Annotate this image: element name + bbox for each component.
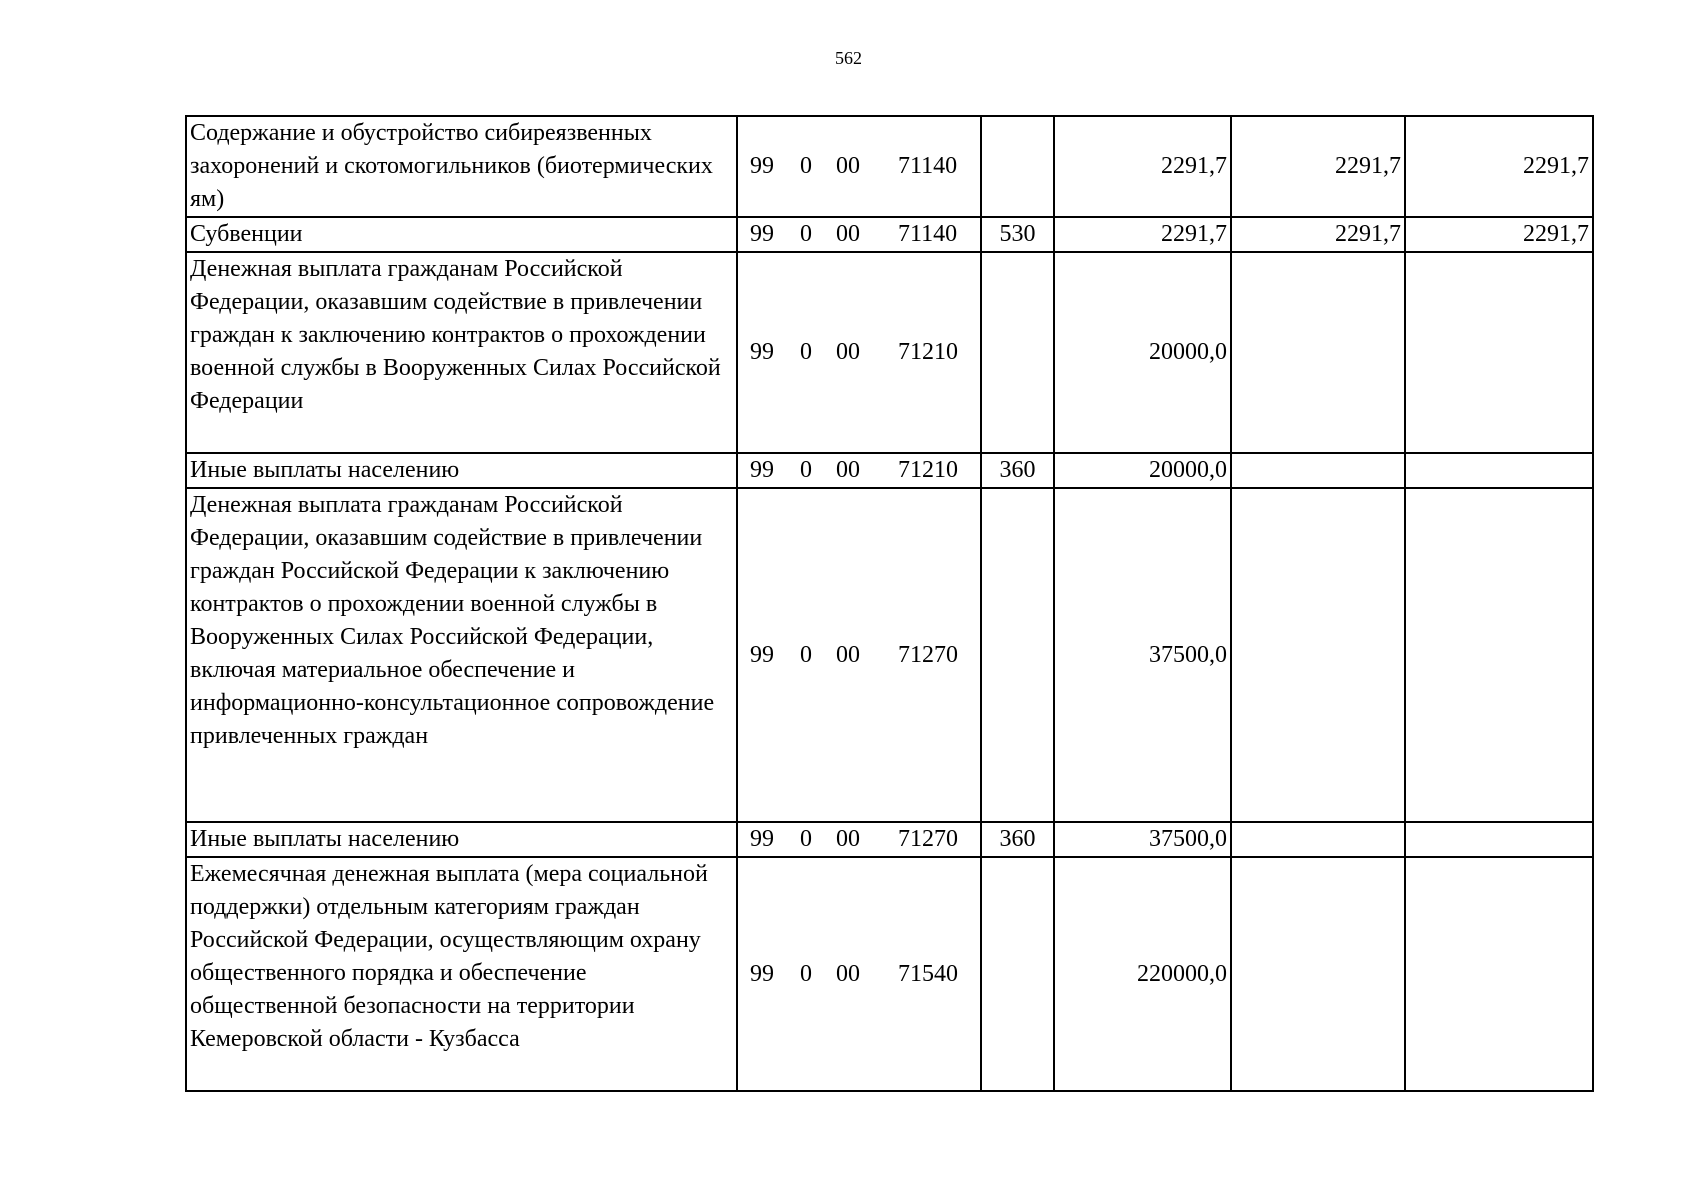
target-code bbox=[737, 822, 981, 857]
amount-year-1: 2291,7 bbox=[1054, 217, 1231, 252]
amount-year-1: 20000,0 bbox=[1054, 252, 1231, 453]
budget-table bbox=[185, 115, 1594, 1092]
row-description: Ежемесячная денежная выплата (мера социальной поддержки) отдельным категориям граждан Российской Федерации, осуществляющим охрану общественного порядка и обеспечение общественной безопасности на территории Кемеровской области - Кузбасса bbox=[186, 857, 737, 1091]
amount-year-3: 2291,7 bbox=[1405, 116, 1593, 217]
expense-type-code: 360 bbox=[981, 453, 1054, 488]
code-program: 99 bbox=[750, 960, 774, 987]
amount-year-3 bbox=[1405, 252, 1593, 453]
expense-type-code bbox=[981, 857, 1054, 1091]
amount-year-2 bbox=[1231, 252, 1405, 453]
code-direction: 71270 bbox=[898, 641, 958, 668]
row-description: Субвенции bbox=[186, 217, 737, 252]
expense-type-code: 360 bbox=[981, 822, 1054, 857]
amount-year-1: 37500,0 bbox=[1054, 822, 1231, 857]
table-row bbox=[186, 488, 1593, 822]
page-number: 562 bbox=[835, 48, 862, 68]
code-main-event: 00 bbox=[836, 960, 860, 987]
amount-year-3: 2291,7 bbox=[1405, 217, 1593, 252]
amount-year-2: 2291,7 bbox=[1231, 217, 1405, 252]
code-main-event: 00 bbox=[836, 641, 860, 668]
code-program: 99 bbox=[750, 221, 774, 247]
target-code bbox=[737, 116, 981, 217]
expense-type-code bbox=[981, 116, 1054, 217]
amount-year-3 bbox=[1405, 822, 1593, 857]
row-description: Денежная выплата гражданам Российской Федерации, оказавшим содействие в привлечении граждан Российской Федерации к заключению контрактов о прохождении военной службы в Вооруженных Силах Российской Федерации, включая материальное обеспечение и информационно-консультационное сопровождение привлеченных граждан bbox=[186, 488, 737, 822]
code-subprogram: 0 bbox=[800, 826, 812, 852]
target-code bbox=[737, 453, 981, 488]
table-row bbox=[186, 252, 1593, 453]
amount-year-2: 2291,7 bbox=[1231, 116, 1405, 217]
code-program: 99 bbox=[750, 641, 774, 668]
code-subprogram: 0 bbox=[800, 641, 812, 668]
code-direction: 71140 bbox=[898, 221, 958, 247]
amount-year-1: 220000,0 bbox=[1054, 857, 1231, 1091]
table-row bbox=[186, 822, 1593, 857]
table-row bbox=[186, 453, 1593, 488]
expense-type-code bbox=[981, 252, 1054, 453]
amount-year-2 bbox=[1231, 453, 1405, 488]
row-description: Денежная выплата гражданам Российской Федерации, оказавшим содействие в привлечении граждан к заключению контрактов о прохождении военной службы в Вооруженных Силах Российской Федерации bbox=[186, 252, 737, 453]
code-subprogram: 0 bbox=[800, 221, 812, 247]
code-program: 99 bbox=[750, 339, 774, 365]
amount-year-3 bbox=[1405, 857, 1593, 1091]
target-code bbox=[737, 488, 981, 822]
code-subprogram: 0 bbox=[800, 339, 812, 365]
expense-type-code: 530 bbox=[981, 217, 1054, 252]
code-program: 99 bbox=[750, 153, 774, 179]
amount-year-1: 20000,0 bbox=[1054, 453, 1231, 488]
code-program: 99 bbox=[750, 826, 774, 852]
amount-year-3 bbox=[1405, 453, 1593, 488]
code-direction: 71540 bbox=[898, 960, 958, 987]
amount-year-1: 37500,0 bbox=[1054, 488, 1231, 822]
code-main-event: 00 bbox=[836, 457, 860, 483]
code-subprogram: 0 bbox=[800, 153, 812, 179]
amount-year-3 bbox=[1405, 488, 1593, 822]
code-main-event: 00 bbox=[836, 826, 860, 852]
code-main-event: 00 bbox=[836, 339, 860, 365]
table-row bbox=[186, 217, 1593, 252]
code-main-event: 00 bbox=[836, 221, 860, 247]
expense-type-code bbox=[981, 488, 1054, 822]
amount-year-1: 2291,7 bbox=[1054, 116, 1231, 217]
code-direction: 71210 bbox=[898, 457, 958, 483]
code-main-event: 00 bbox=[836, 153, 860, 179]
code-subprogram: 0 bbox=[800, 457, 812, 483]
target-code bbox=[737, 857, 981, 1091]
amount-year-2 bbox=[1231, 822, 1405, 857]
table-row bbox=[186, 116, 1593, 217]
row-description: Иные выплаты населению bbox=[186, 822, 737, 857]
code-program: 99 bbox=[750, 457, 774, 483]
table-row bbox=[186, 857, 1593, 1091]
row-description: Содержание и обустройство сибиреязвенных захоронений и скотомогильников (биотермических ям) bbox=[186, 116, 737, 217]
code-direction: 71140 bbox=[898, 153, 958, 179]
target-code bbox=[737, 252, 981, 453]
code-direction: 71270 bbox=[898, 826, 958, 852]
amount-year-2 bbox=[1231, 488, 1405, 822]
code-subprogram: 0 bbox=[800, 960, 812, 987]
row-description: Иные выплаты населению bbox=[186, 453, 737, 488]
target-code bbox=[737, 217, 981, 252]
code-direction: 71210 bbox=[898, 339, 958, 365]
amount-year-2 bbox=[1231, 857, 1405, 1091]
